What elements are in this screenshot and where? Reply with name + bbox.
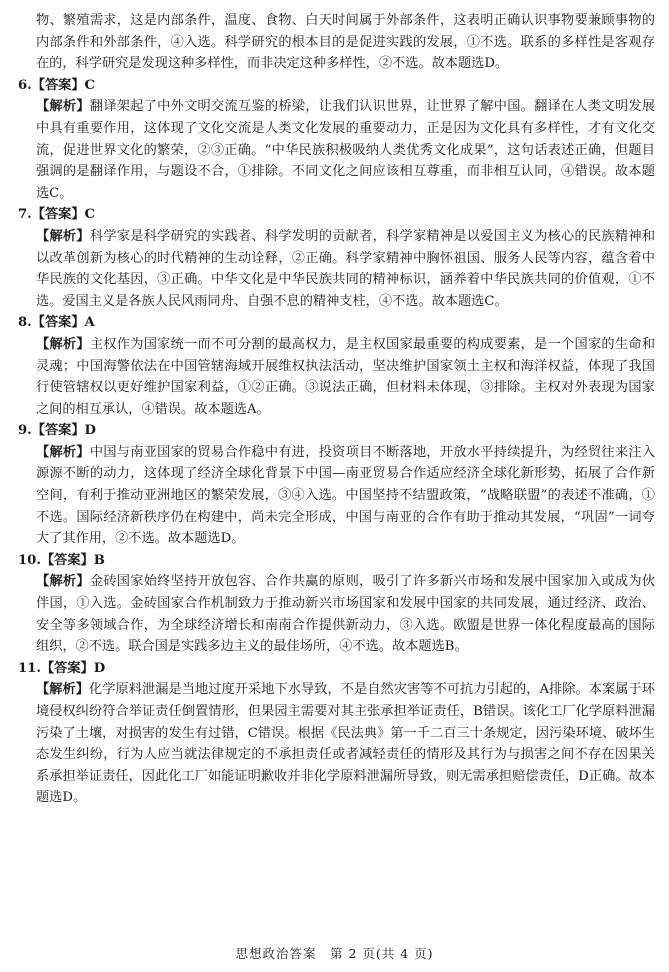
analysis-paragraph — [18, 226, 655, 312]
answer-label: 【答案】 — [40, 660, 94, 676]
answer-label: 【答案】 — [31, 315, 85, 331]
question-8 — [18, 312, 655, 420]
answer-line — [18, 204, 655, 226]
question-9 — [18, 420, 655, 550]
question-number: 7. — [18, 207, 32, 223]
analysis-paragraph — [18, 334, 655, 420]
answer-line — [18, 75, 655, 97]
analysis-label: 【解析】 — [36, 336, 90, 352]
answer-value: D — [93, 660, 106, 676]
answer-value: D — [84, 423, 96, 439]
analysis-text: 翻译架起了中外文明交流互鉴的桥梁，让我们认识世界，让世界了解中国。翻译在人类文明发展中具有重要作用，这体现了文化交流是人类文化发展的重要动力，正是因为文化具有多样性，才有文化交流，促进世界文化的繁荣，②③正确。“中华民族积极吸纳人类优秀文化成果”，这句话表述正确，但题目强调的是翻译作用，与题设不合，①排除。不同文化之间应该相互尊重，而非相互认同，④错误。故本题选C。 — [36, 99, 656, 201]
question-7 — [18, 204, 655, 312]
analysis-text: 中国与南亚国家的贸易合作稳中有进，投资项目不断落地，开放水平持续提升，为经贸往来注入源源不断的动力，这体现了经济全球化背景下中国—南亚贸易合作适应经济全球化新形势，拓展了合作新空间，有利于推动亚洲地区的繁荣发展，③④入选。中国坚持不结盟政策，“战略联盟”的表述不准确，①不选。国际经济新秩序仍在构建中，尚未完全形成，中国与南亚的合作有助于推动其发展，“巩固”一词夸大了其作用，②不选。故本题选D。 — [36, 444, 656, 547]
question-number: 10. — [18, 552, 41, 568]
analysis-text: 主权作为国家统一而不可分割的最高权力，是主权国家最重要的构成要素，是一个国家的生命和灵魂；中国海警依法在中国管辖海域开展维权执法活动，坚决维护国家领土主权和海洋权益，体现了我国行使管辖权以更好维护国家利益，①②正确。③说法正确，但材料未体现，③排除。主权对外表现为国家之间的相互承认，④错误。故本题选A。 — [36, 336, 656, 417]
analysis-label: 【解析】 — [36, 682, 89, 698]
question-number: 6. — [18, 77, 32, 93]
analysis-text: 化学原料泄漏是当地过度开采地下水导致，不是自然灾害等不可抗力引起的，A排除。本案属于环境侵权纠纷符合举证责任倒置情形，但果园主需要对其主张承担举证责任，B错误。该化工厂化学原料泄漏污染了土壤，对损害的发生有过错，C错误。根据《民法典》第一千二百三十条规定，因污染环境、破坏生态发生纠纷，行为人应当就法律规定的不承担责任或者减轻责任的情形及其行为与损害之间不存在因果关系承担举证责任，因此化工厂如能证明歉收并非化学原料泄漏所导致，则无需承担赔偿责任，D正确。故本题选D。 — [36, 682, 655, 806]
analysis-label: 【解析】 — [36, 574, 90, 590]
answer-value: A — [84, 315, 95, 331]
analysis-paragraph — [18, 679, 655, 809]
continuation-paragraph: 物、繁殖需求，这是内部条件，温度、食物、白天时间属于外部条件，这表明正确认识事物要兼顾事物的内部条件和外部条件，④入选。科学研究的根本目的是促进实践的发展，①不选。联系的多样性是客观存在的，科学研究是发现这种多样性，而非决定这种多样性，②不选。故本题选D。 — [36, 13, 655, 72]
answer-label: 【答案】 — [31, 77, 85, 93]
question-number: 8. — [18, 315, 32, 331]
answer-line — [18, 420, 655, 442]
analysis-text: 金砖国家始终坚持开放包容、合作共赢的原则，吸引了许多新兴市场和发展中国家加入或成为伙伴国，①入选。金砖国家合作机制致力于推动新兴市场国家和发展中国家的共同发展，通过经济、政治、安全等多领域合作，为全球经济增长和南南合作提供新动力，③入选。欧盟是世界一体化程度最高的国际组织，②不选。联合国是实践多边主义的最佳场所，④不选。故本题选B。 — [36, 574, 656, 655]
question-10 — [18, 550, 655, 658]
answer-value: C — [84, 207, 96, 223]
answer-label: 【答案】 — [40, 552, 94, 568]
analysis-text: 科学家是科学研究的实践者、科学发明的贡献者，科学家精神是以爱国主义为核心的民族精神和以改革创新为核心的时代精神的生动诠释，②正确。科学家精神中胸怀祖国、服务人民等内容，蕴含着中华民族的文化基因，③正确。中华文化是中华民族共同的精神标识，涵养着中华民族共同的价值观，①不选。爱国主义是各族人民风雨同舟、自强不息的精神支柱，④不选。故本题选C。 — [36, 228, 656, 309]
analysis-label: 【解析】 — [36, 228, 90, 244]
answer-value: B — [93, 552, 105, 568]
analysis-paragraph — [18, 96, 655, 204]
answer-label: 【答案】 — [31, 423, 85, 439]
page-footer: 思想政治答案 第 2 页(共 4 页) — [235, 946, 434, 961]
answer-value: C — [84, 77, 96, 93]
analysis-label: 【解析】 — [36, 444, 90, 460]
analysis-paragraph — [18, 442, 655, 550]
question-number: 9. — [18, 423, 32, 439]
answer-line — [18, 550, 655, 572]
analysis-label: 【解析】 — [36, 99, 90, 115]
answer-line — [18, 312, 655, 334]
question-6 — [18, 75, 655, 205]
answer-line — [18, 658, 655, 680]
answer-label: 【答案】 — [31, 207, 85, 223]
question-11 — [18, 658, 655, 809]
question-number: 11. — [18, 660, 41, 676]
analysis-paragraph — [18, 571, 655, 657]
